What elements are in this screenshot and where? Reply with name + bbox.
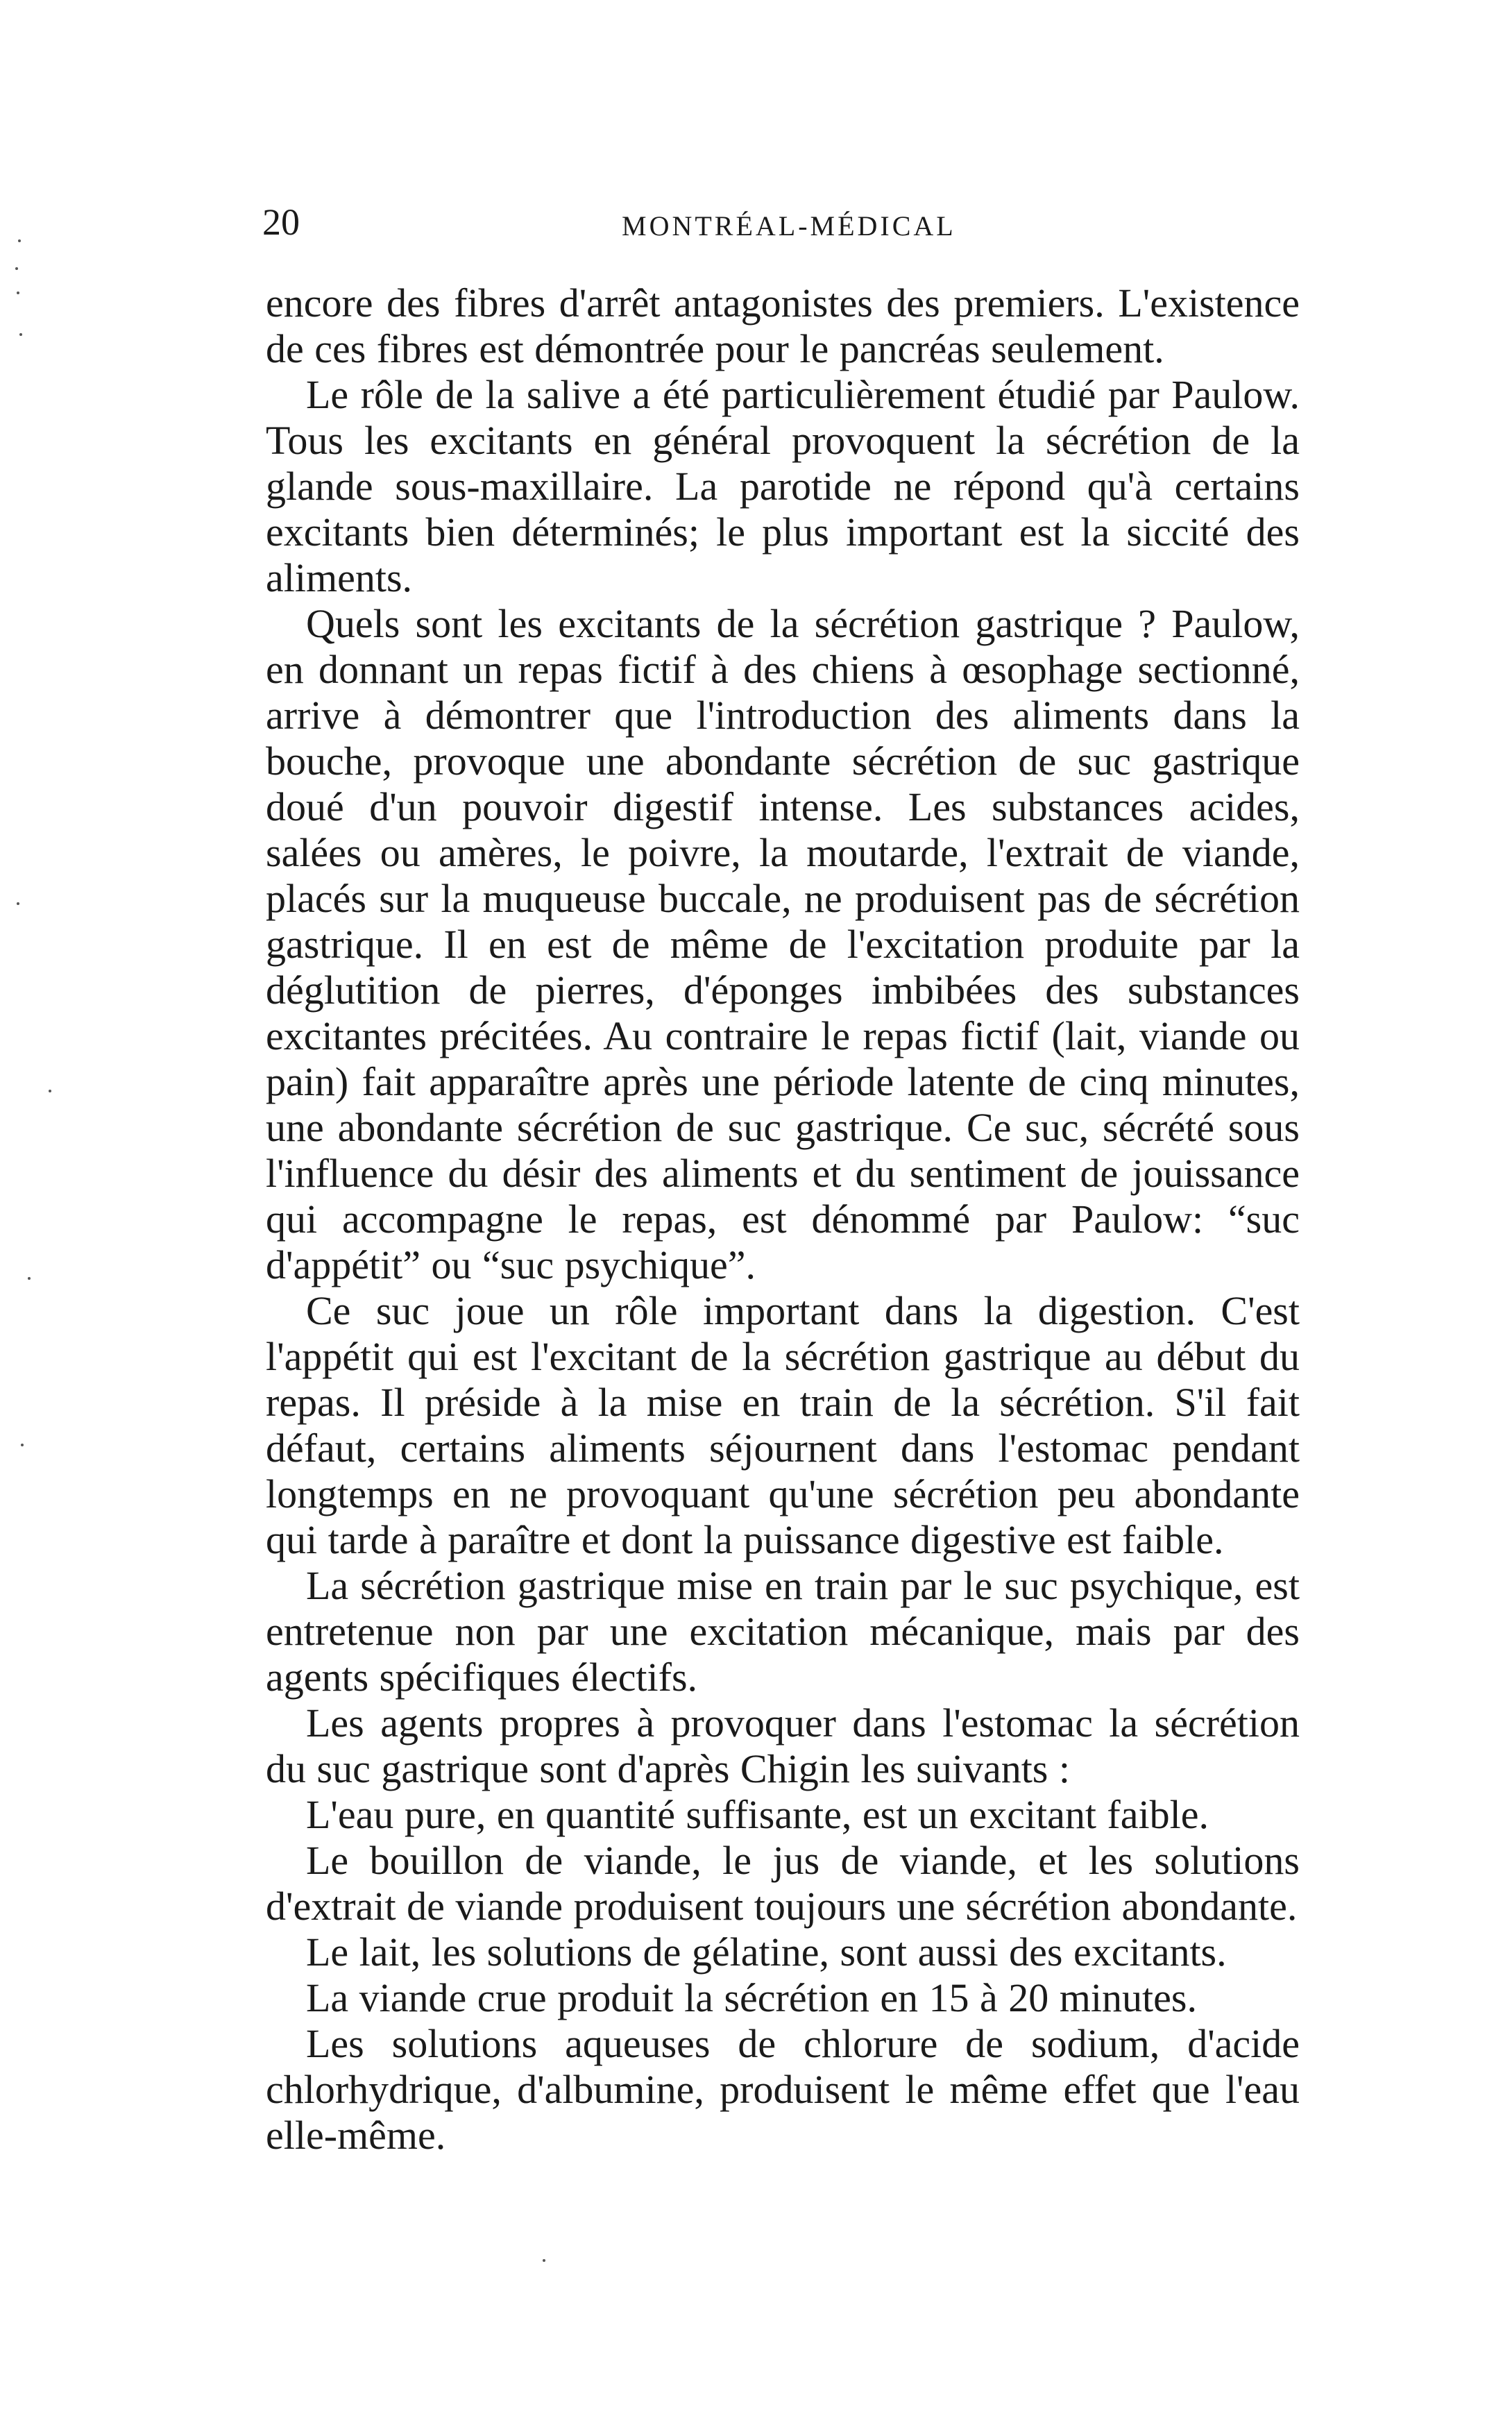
running-title: MONTRÉAL-MÉDICAL: [622, 210, 956, 242]
paragraph-6: Les agents propres à provoquer dans l'estomac la sécrétion du suc gastrique sont d'après Chigin les suivants :: [266, 1700, 1300, 1791]
paragraph-10: La viande crue produit la sécrétion en 15 à 20 minutes.: [306, 1975, 1197, 2020]
margin-speck: [21, 1444, 24, 1446]
margin-speck: [28, 1277, 31, 1280]
page-header: [262, 194, 1303, 250]
margin-speck: [19, 333, 22, 336]
paragraph-9: Le lait, les solutions de gélatine, sont aussi des excitants.: [306, 1929, 1227, 1975]
margin-speck: [17, 902, 19, 905]
paragraph-3: Quels sont les excitants de la sécrétion gastrique ? Paulow, en donnant un repas fictif à des chiens à œsophage sectionné, arrive à démontrer que l'introduction des aliments dans la bouche, provoque une abondante sécrétion de suc gastrique doué d'un pouvoir digestif intense. Les substances acides, salées ou amères, le poivre, la moutarde, l'extrait de viande, placés sur la muqueuse buccale, ne produisent pas de sécrétion gastrique. Il en est de même de l'excitation produite par la déglutition de pierres, d'éponges imbibées des substances excitantes précitées. Au contraire le repas fictif (lait, viande ou pain) fait apparaître après une période latente de cinq minutes, une abondante sécrétion de suc gastrique. Ce suc, sécrété sous l'influence du désir des aliments et du sentiment de jouissance qui accompagne le repas, est dénommé par Paulow: “suc d'appétit” ou “suc psychique”.: [266, 601, 1300, 1287]
margin-speck: [49, 1090, 51, 1092]
paragraph-2: Le rôle de la salive a été particulièrement étudié par Paulow. Tous les excitants en général provoquent la sécrétion de la glande sous-maxillaire. La parotide ne répond qu'à certains excitants bien déterminés; le plus important est la siccité des aliments.: [266, 372, 1300, 600]
paragraph-8: Le bouillon de viande, le jus de viande, et les solutions d'extrait de viande produisent toujours une sécrétion abondante.: [266, 1838, 1300, 1929]
page-number: 20: [262, 201, 300, 243]
margin-speck: [17, 291, 19, 294]
paragraph-7: L'eau pure, en quantité suffisante, est un excitant faible.: [306, 1792, 1209, 1837]
margin-speck: [543, 2259, 545, 2262]
paragraph-11: Les solutions aqueuses de chlorure de sodium, d'acide chlorhydrique, d'albumine, produisent le même effet que l'eau elle-même.: [266, 2021, 1300, 2158]
paragraph-4: Ce suc joue un rôle important dans la digestion. C'est l'appétit qui est l'excitant de la sécrétion gastrique au début du repas. Il préside à la mise en train de la sécrétion. S'il fait défaut, certains aliments séjournent dans l'estomac pendant longtemps en ne provoquant qu'une sécrétion peu abondante qui tarde à paraître et dont la puissance digestive est faible.: [266, 1288, 1300, 1562]
margin-speck: [18, 239, 21, 242]
margin-speck: [15, 267, 18, 270]
paragraph-1: encore des fibres d'arrêt antagonistes des premiers. L'existence de ces fibres est démontrée pour le pancréas seulement.: [266, 280, 1300, 371]
paragraph-5: La sécrétion gastrique mise en train par le suc psychique, est entretenue non par une excitation mécanique, mais par des agents spécifiques électifs.: [266, 1563, 1300, 1700]
body-text: [266, 280, 1300, 2158]
